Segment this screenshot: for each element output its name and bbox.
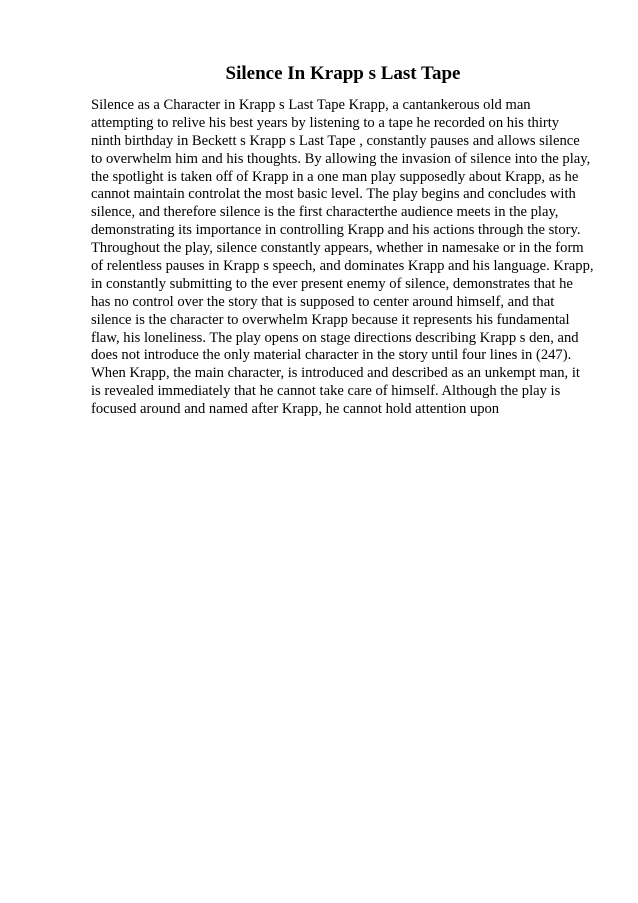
body-line: Silence as a Character in Krapp s Last Tape Krapp, a cantankerous old man bbox=[91, 97, 531, 113]
body-line: focused around and named after Krapp, he cannot hold attention upon bbox=[91, 401, 500, 418]
body-line: has no control over the story that is supposed to center around himself, and that bbox=[91, 293, 555, 310]
body-line: to overwhelm him and his thoughts. By allowing the invasion of silence into the play, bbox=[91, 150, 591, 167]
document-body bbox=[91, 97, 594, 419]
body-line: silence, and therefore silence is the first characterthe audience meets in the play, bbox=[91, 204, 559, 221]
body-line: attempting to relive his best years by listening to a tape he recorded on his thirty bbox=[91, 114, 560, 131]
body-line: in constantly submitting to the ever present enemy of silence, demonstrates that he bbox=[91, 275, 573, 292]
body-line: When Krapp, the main character, is introduced and described as an unkempt man, it bbox=[91, 365, 580, 382]
body-line: does not introduce the only material character in the story until four lines in (247). bbox=[91, 347, 572, 364]
document-title: Silence In Krapp s Last Tape bbox=[225, 63, 461, 84]
body-line: cannot maintain controlat the most basic level. The play begins and concludes with bbox=[91, 186, 576, 203]
body-line: demonstrating its importance in controlling Krapp and his actions through the story. bbox=[91, 222, 581, 239]
body-line: Throughout the play, silence constantly appears, whether in namesake or in the form bbox=[91, 240, 584, 257]
body-line: is revealed immediately that he cannot take care of himself. Although the play is bbox=[91, 383, 561, 400]
body-line: of relentless pauses in Krapp s speech, and dominates Krapp and his language. Krapp, bbox=[91, 258, 594, 275]
body-line: ninth birthday in Beckett s Krapp s Last Tape , constantly pauses and allows silence bbox=[91, 132, 580, 149]
body-line: flaw, his loneliness. The play opens on stage directions describing Krapp s den, and bbox=[91, 329, 579, 346]
body-line: silence is the character to overwhelm Krapp because it represents his fundamental bbox=[91, 311, 570, 328]
body-line: the spotlight is taken off of Krapp in a one man play supposedly about Krapp, as he bbox=[91, 168, 579, 185]
